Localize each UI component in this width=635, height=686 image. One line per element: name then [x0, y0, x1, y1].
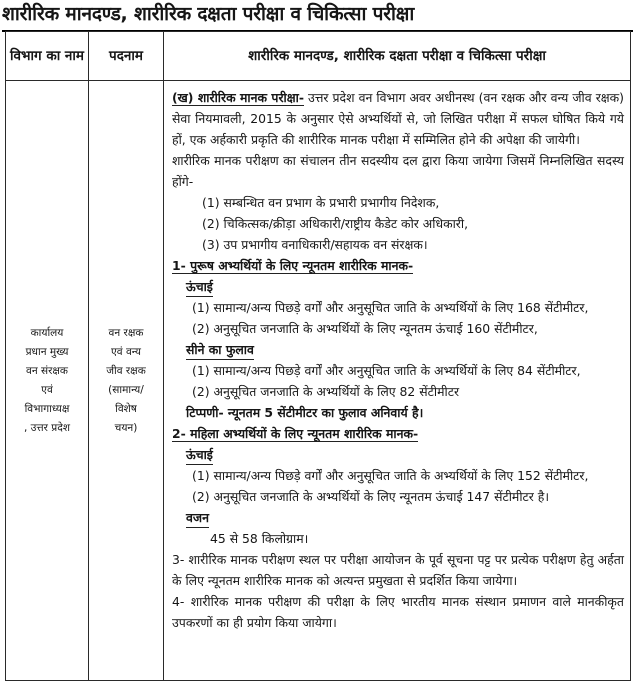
female-height-label: ऊंचाई [186, 446, 213, 465]
committee-paragraph: शारीरिक मानक परीक्षण का संचालन तीन सदस्यीय दल द्वारा किया जायेगा जिसमें निम्नलिखित सदस्य होंगे- [172, 153, 624, 189]
designation-line: वन रक्षक [108, 326, 144, 339]
department-line: एवं [41, 383, 53, 396]
female-weight-label-row [172, 507, 624, 528]
female-height-item: (2) अनुसूचित जनजाति के अभ्यर्थियों के लिए न्यूनतम ऊंचाई 147 सेंटीमीटर है। [192, 489, 550, 504]
designation-line: विशेष [115, 402, 137, 415]
male-height-label-row [172, 276, 624, 297]
female-weight-value: 45 से 58 किलोग्राम। [210, 531, 309, 546]
department-line: वन संरक्षक [26, 364, 68, 377]
page-title: शारीरिक मानदण्ड, शारीरिक दक्षता परीक्षा व चिकित्सा परीक्षा [2, 0, 633, 32]
female-standards-title [172, 423, 624, 444]
member-item: (2) चिकित्सक/क्रीड़ा अधिकारी/राष्ट्रीय कैडेट कोर अधिकारी, [202, 216, 469, 231]
header-department: विभाग का नाम [6, 32, 89, 81]
female-height-label-row [172, 444, 624, 465]
male-height-label: ऊंचाई [186, 278, 213, 297]
standards-table [5, 31, 631, 681]
table-header-row [6, 32, 631, 81]
female-height-item: (1) सामान्य/अन्य पिछड़े वर्गों और अनुसूचित जाति के अभ्यर्थियों के लिए 152 सेंटीमीटर, [192, 468, 589, 483]
member-item: (3) उप प्रभागीय वनाधिकारी/सहायक वन संरक्षक। [202, 237, 428, 252]
designation-line: चयन) [114, 421, 138, 434]
intro-title: (ख) शारीरिक मानक परीक्षा- [172, 90, 304, 105]
header-designation: पदनाम [89, 32, 164, 81]
designation-cell [89, 81, 164, 681]
department-cell [6, 81, 89, 681]
male-title-text: 1- पुरूष अभ्यर्थियों के लिए न्यूनतम शारीरिक मानक- [172, 258, 414, 273]
intro-text: उत्तर प्रदेश वन विभाग अवर अधीनस्थ (वन रक्षक और वन्य जीव रक्षक) सेवा नियमावली, 2015 के अनुसार ऐसे अभ्यर्थियों से, जो लिखित परीक्षा में सफल घोषित किये गये हों, एक अर्हकारी प्रकृति की शारीरिक मानक परीक्षा में सम्मिलित होने की अपेक्षा की जायेगी। [172, 90, 624, 147]
department-line: , उत्तर प्रदेश [23, 421, 70, 434]
point-3: 3- शारीरिक मानक परीक्षण स्थल पर परीक्षा आयोजन के पूर्व सूचना पट्ट पर प्रत्येक परीक्षण हेतु अर्हता के लिए न्यूनतम शारीरिक मानक को अत्यन्त प्रमुखता से प्रदर्शित किया जायेगा। [172, 552, 624, 588]
department-line: कार्यालय [30, 326, 64, 339]
table-row [6, 81, 631, 681]
designation-line: (सामान्य/ [108, 383, 144, 396]
point-4: 4- शारीरिक मानक परीक्षण की परीक्षा के लिए भारतीय मानक संस्थान प्रमाणन वाले मानकीकृत उपकरणों का ही प्रयोग किया जायेगा। [172, 594, 624, 630]
department-line: विभागाध्यक्ष [24, 402, 70, 415]
male-height-item: (2) अनुसूचित जनजाति के अभ्यर्थियों के लिए न्यूनतम ऊंचाई 160 सेंटीमीटर, [192, 321, 538, 336]
male-chest-note: टिप्पणी- न्यूनतम 5 सेंटीमीटर का फुलाव अनिवार्य है। [186, 405, 424, 420]
designation-line: जीव रक्षक [106, 364, 146, 377]
female-title-text: 2- महिला अभ्यर्थियों के लिए न्यूनतम शारीरिक मानक- [172, 426, 419, 441]
male-height-item: (1) सामान्य/अन्य पिछड़े वर्गों और अनुसूचित जाति के अभ्यर्थियों के लिए 168 सेंटीमीटर, [192, 300, 589, 315]
male-chest-label: सीने का फुलाव [186, 341, 254, 360]
standards-content [164, 81, 631, 681]
header-standards: शारीरिक मानदण्ड, शारीरिक दक्षता परीक्षा व चिकित्सा परीक्षा [164, 32, 631, 81]
member-item: (1) सम्बन्धित वन प्रभाग के प्रभारी प्रभागीय निदेशक, [202, 195, 440, 210]
intro-paragraph [172, 87, 624, 150]
male-standards-title [172, 255, 624, 276]
male-chest-label-row [172, 339, 624, 360]
male-chest-item: (2) अनुसूचित जनजाति के अभ्यर्थियों के लिए 82 सेंटीमीटर [192, 384, 460, 399]
department-line: प्रधान मुख्य [25, 345, 69, 358]
designation-line: एवं वन्य [110, 345, 141, 358]
female-weight-label: वजन [186, 509, 209, 528]
male-chest-item: (1) सामान्य/अन्य पिछड़े वर्गों और अनुसूचित जाति के अभ्यर्थियों के लिए 84 सेंटीमीटर, [192, 363, 581, 378]
